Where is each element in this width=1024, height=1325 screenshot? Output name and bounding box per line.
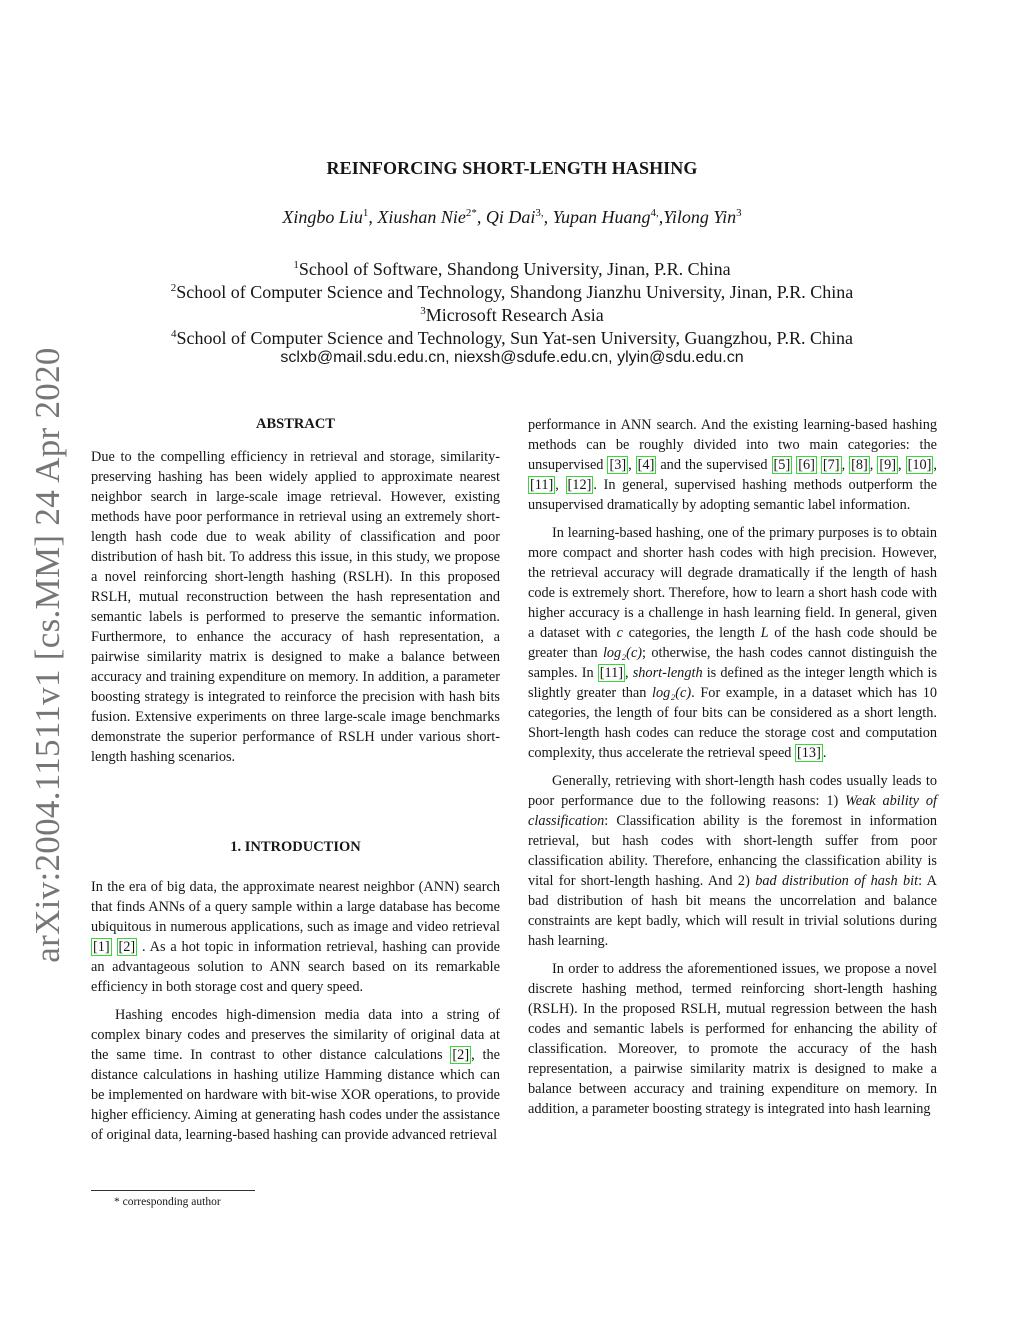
text-run: , (625, 665, 633, 681)
text-run: performance in ANN search. And the existing learning-based hashing methods can be roughly divided into two main categories: the unsupervised (528, 417, 937, 473)
arxiv-identifier-stamp: arXiv:2004.11511v1 [cs.MM] 24 Apr 2020 (28, 347, 67, 963)
citation-link[interactable]: [5] (773, 457, 791, 473)
citation-link[interactable]: [11] (530, 477, 554, 493)
citation-link[interactable]: [9] (879, 457, 897, 473)
citation-link[interactable]: [2] (118, 939, 136, 955)
abstract-heading: ABSTRACT (256, 416, 335, 432)
text-run: . As a hot topic in information retrieval, hashing can provide an advantageous solution to ANN search based on its remarkable efficiency in both storage cost and query speed. (91, 939, 501, 995)
text-run: . In general, supervised hashing methods outperform the unsupervised dramatically by adopting semantic label information. (528, 477, 937, 513)
text-run: , the distance calculations in hashing utilize Hamming distance which can be implemented on hardware with bit-wise XOR operations, to provide higher efficiency. Aiming at generating hash codes under the assistance of original data, learning-based hashing can provide advanced retrieval (91, 1047, 501, 1143)
introduction-heading: 1. INTRODUCTION (230, 839, 361, 855)
affiliation-4 (0, 323, 1024, 350)
citation-link[interactable]: [7] (822, 457, 840, 473)
emphasis-text: short-length (632, 665, 703, 681)
citation-link[interactable]: [13] (797, 745, 821, 761)
right-column-body (528, 415, 937, 1127)
right-paragraph-3 (528, 771, 937, 951)
author-affiliation-mark: 2* (465, 207, 477, 219)
text-run: In learning-based hashing, one of the primary purposes is to obtain more compact and shorter hash codes with high precision. However, the retrieval accuracy will degrade dramatically if the length of hash code is extremely short. Therefore, how to learn a short hash code with higher accuracy is a challenge in hash learning field. In general, given a dataset with (528, 525, 937, 641)
author-name: Yilong Yin (663, 207, 737, 227)
citation-link[interactable]: [1] (93, 939, 110, 955)
text-run: : Classification ability is the foremost in information retrieval, but hash codes with short-length suffer from poor classification ability. Therefore, enhancing the classification ability is vital for short-length hashing. And 2) (528, 813, 937, 889)
affiliation-mark: 2 (170, 282, 177, 294)
math-symbol: log₂(c) (652, 685, 692, 701)
emphasis-text: bad distribution of hash bit (755, 873, 919, 889)
citation-link[interactable]: [12] (567, 477, 592, 493)
text-run: : A bad distribution of hash bit means the uncorrelation and balance constraints are kept badly, which will result in trivial solutions during hash learning. (528, 873, 937, 949)
author-name: Xiushan Nie (377, 207, 466, 227)
emphasis-text: Weak ability of classification (528, 793, 937, 829)
abstract-body (91, 447, 500, 775)
author-affiliation-mark: 1 (362, 207, 369, 219)
citation-link[interactable]: [4] (637, 457, 655, 473)
citation-link[interactable]: [3] (609, 457, 627, 473)
affiliation-mark: 4 (170, 328, 177, 340)
abstract-text: Due to the compelling efficiency in retrieval and storage, similarity-preserving hashing has been widely applied to approximate nearest neighbor search in large-scale image retrieval. However, existing methods have poor performance in retrieval using an extremely short-length hash code due to weak ability of classification and poor distribution of hash bit. To address this issue, in this study, we propose a novel reinforcing short-length hashing (RSLH). In this proposed RSLH, mutual reconstruction between the hash representation and semantic labels is performed to preserve the semantic information. Furthermore, to enhance the accuracy of hash representation, a pairwise similarity matrix is designed to make a balance between accuracy and training expenditure on memory. In addition, a parameter boosting strategy is integrated to reinforce the precision with hash bits fusion. Extensive experiments on three large-scale image benchmarks demonstrate the superior performance of RSLH under various short-length hashing scenarios. (91, 449, 500, 765)
citation-link[interactable]: [2] (452, 1047, 470, 1063)
author-affiliation-mark: 3 (736, 207, 742, 219)
intro-paragraph-2 (91, 1005, 500, 1145)
citation-link[interactable]: [11] (599, 665, 624, 681)
author-emails: sclxb@mail.sdu.edu.cn, niexsh@sdufe.edu.cn, ylyin@sdu.edu.cn (280, 349, 744, 366)
text-run: and the supervised (656, 457, 772, 473)
introduction-body (91, 877, 500, 1153)
text-run: . For example, in a dataset which has 10 categories, the length of four bits can be considered as a short length. Short-length hash codes can reduce the storage cost and computation complexity, thus accelerate the retrieval speed (528, 685, 937, 761)
author-list: Xingbo Liu$^1$, Xiushan Nie$^{2*}$, Qi Dai$^{3,}$, Yupan Huang$^{4,}$,Yilong Yin$^3$ (282, 207, 742, 227)
affiliation-mark: 3 (420, 305, 426, 317)
affiliation-text: School of Computer Science and Technology, Sun Yat-sen University, Guangzhou, P.R. China (176, 328, 853, 348)
text-run: categories, the length (622, 625, 761, 641)
footnote: * corresponding author (114, 1196, 221, 1208)
author-name: Qi Dai (485, 207, 536, 227)
citation-link[interactable]: [8] (851, 457, 868, 473)
affiliation-mark: 1 (293, 259, 299, 271)
text-run: is defined as the integer length which is slightly greater than (528, 665, 938, 701)
right-paragraph-1: performance in ANN search. And the existing learning-based hashing methods can be roughly divided into two main categories: the unsupervised [3] , [4] and the supervised [5] [6] [7] , [8] , [9] , [10] , [11] , [12] . In general, supervised hashing methods outperform the unsupervised dramatically by adopting semantic label information. (528, 417, 937, 513)
footnote-divider (91, 1190, 255, 1191)
author-affiliation-mark: 4, (650, 207, 659, 219)
text-run: ; otherwise, the hash codes cannot distinguish the samples. In (528, 645, 937, 681)
text-run: Hashing encodes high-dimension media data into a string of complex binary codes and preserves the similarity of original data at the same time. In contrast to other distance calculations (91, 1007, 500, 1063)
text-run: . (822, 745, 827, 761)
math-symbol: L (760, 625, 769, 641)
paper-title: REINFORCING SHORT-LENGTH HASHING (326, 158, 698, 178)
citation-link[interactable]: [6] (798, 457, 815, 473)
author-name: Xingbo Liu (282, 207, 363, 227)
affiliation-text: School of Computer Science and Technology, Shandong Jianzhu University, Jinan, P.R. China (176, 282, 854, 302)
math-symbol: c (616, 625, 623, 641)
citation-link[interactable]: [10] (907, 457, 932, 473)
affiliation-text: Microsoft Research Asia (425, 305, 604, 325)
text-run: In the era of big data, the approximate nearest neighbor (ANN) search that finds ANNs of a query sample within a large database has become ubiquitous in numerous applications, such as image and video retrieval (91, 879, 500, 935)
author-affiliation-mark: 3, (535, 207, 544, 219)
intro-paragraph-1 (91, 877, 500, 997)
author-name: Yupan Huang (552, 207, 651, 227)
right-paragraph-2 (528, 523, 937, 763)
affiliation-text: School of Software, Shandong University, Jinan, P.R. China (298, 259, 731, 279)
math-symbol: log₂(c) (602, 645, 643, 661)
text-run: Generally, retrieving with short-length hash codes usually leads to poor performance due to the following reasons: 1) (528, 773, 937, 809)
right-paragraph-4: In order to address the aforementioned issues, we propose a novel discrete hashing method, termed reinforcing short-length hashing (RSLH). In the proposed RSLH, mutual regression between the hash codes and semantic labels is performed for enhancing the ability of classification. Moreover, to promote the accuracy of the hash representation, a pairwise similarity matrix is designed to make a balance between accuracy and training expenditure on memory. In addition, a parameter boosting strategy is integrated into hash learning (528, 961, 937, 1117)
text-run: of the hash code should be greater than (528, 625, 937, 661)
